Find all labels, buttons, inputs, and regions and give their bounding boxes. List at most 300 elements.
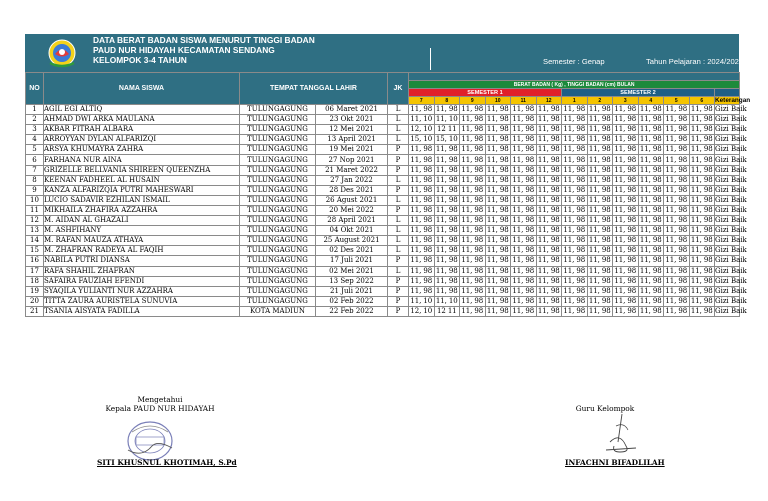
measurement-cell: 11, 98 xyxy=(461,135,484,144)
measurement-cell: 11, 98 xyxy=(435,145,458,154)
measurement-cell: 11, 98 xyxy=(690,226,713,235)
measurement-cell: 11, 98 xyxy=(512,175,535,184)
measurement-cell: 11, 98 xyxy=(461,296,484,305)
birth-place: KOTA MADIUN xyxy=(240,306,316,316)
measurement-cell: 11, 98 xyxy=(486,115,509,124)
student-name: SYAQILA YULIANTI NUR AZZAHRA xyxy=(44,286,240,296)
measurement-cell: 11, 98 xyxy=(435,266,458,275)
gender: L xyxy=(388,266,409,276)
measurement-cell: 11, 98 xyxy=(614,296,637,305)
measurement-cell: 11, 98 xyxy=(639,226,662,235)
row-number: 3 xyxy=(26,125,44,135)
measurement-cell: 11, 98 xyxy=(665,105,688,114)
nutrition-status: Gizi Baik xyxy=(715,135,747,144)
birth-date: 20 Mei 2022 xyxy=(316,205,388,215)
measurement-cell: 11, 98 xyxy=(665,175,688,184)
title-line-2: PAUD NUR HIDAYAH KECAMATAN SENDANG xyxy=(93,45,275,56)
measurement-cell: 11, 98 xyxy=(690,266,713,275)
table-row xyxy=(26,145,740,155)
measurement-cell: 11, 98 xyxy=(537,246,560,255)
birth-date: 28 April 2021 xyxy=(316,216,388,226)
measurement-cell: 11, 98 xyxy=(639,135,662,144)
row-number: 1 xyxy=(26,105,44,115)
measurement-cell: 11, 98 xyxy=(588,266,611,275)
row-number: 19 xyxy=(26,286,44,296)
measurement-cell: 11, 98 xyxy=(410,105,433,114)
measurement-cell: 11, 98 xyxy=(563,276,586,285)
table-row xyxy=(26,105,740,115)
row-number: 14 xyxy=(26,236,44,246)
measurement-cell: 11, 98 xyxy=(588,236,611,245)
gender: L xyxy=(388,125,409,135)
student-name: AHMAD DWI ARKA MAULANA xyxy=(44,115,240,125)
table-row xyxy=(26,296,740,306)
measurement-cell: 11, 98 xyxy=(588,205,611,214)
gender: L xyxy=(388,216,409,226)
measurement-cell: 11, 98 xyxy=(614,115,637,124)
measurement-cell: 11, 98 xyxy=(435,286,458,295)
measurement-cell: 11, 98 xyxy=(435,185,458,194)
birth-date: 04 Okt 2021 xyxy=(316,226,388,236)
nutrition-status: Gizi Baik xyxy=(715,246,747,255)
birth-date: 23 Okt 2021 xyxy=(316,115,388,125)
measurement-cell: 11, 98 xyxy=(690,145,713,154)
measurement-cell: 11, 98 xyxy=(512,296,535,305)
measurement-cell: 11, 98 xyxy=(690,286,713,295)
measurement-cell: 11, 98 xyxy=(410,195,433,204)
measurement-cell: 15, 10 xyxy=(435,135,458,144)
birth-place: TULUNGAGUNG xyxy=(240,135,316,145)
row-number: 17 xyxy=(26,266,44,276)
measurement-cell: 11, 98 xyxy=(665,165,688,174)
measurement-cell: 11, 98 xyxy=(588,286,611,295)
measurement-cell: 11, 98 xyxy=(639,175,662,184)
measurement-cell: 11, 98 xyxy=(588,115,611,124)
measurement-cell: 11, 98 xyxy=(537,195,560,204)
birth-date: 27 Jan 2022 xyxy=(316,175,388,185)
nutrition-status: Gizi Baik xyxy=(715,145,747,154)
month-header: 6 xyxy=(689,97,715,105)
measurement-cell: 11, 98 xyxy=(690,115,713,124)
measurement-cell: 11, 98 xyxy=(690,205,713,214)
student-name: M. ZHAFRAN RADEYA AL FAQIH xyxy=(44,246,240,256)
measurement-cell: 11, 98 xyxy=(486,155,509,164)
measurement-cell: 11, 98 xyxy=(512,195,535,204)
col-header-jk: JK xyxy=(388,73,409,105)
measurement-cell: 11, 98 xyxy=(614,175,637,184)
col-header-name: NAMA SISWA xyxy=(44,73,240,105)
nutrition-status: Gizi Baik xyxy=(715,296,747,305)
measurement-cell: 11, 98 xyxy=(461,306,484,315)
table-row xyxy=(26,175,740,185)
measurement-cell: 11, 98 xyxy=(563,205,586,214)
student-name: M. ASHFIHANY xyxy=(44,226,240,236)
measurement-cell: 11, 98 xyxy=(690,155,713,164)
birth-place: TULUNGAGUNG xyxy=(240,165,316,175)
measurement-cell: 11, 98 xyxy=(486,145,509,154)
nutrition-status: Gizi Baik xyxy=(715,266,747,275)
measurement-cell: 12 11 xyxy=(434,306,460,316)
nutrition-status: Gizi Baik xyxy=(715,185,747,194)
measurement-cell: 11, 98 xyxy=(410,266,433,275)
birth-date: 12 Mei 2021 xyxy=(316,125,388,135)
month-header: 12 xyxy=(536,97,562,105)
measurement-cell: 11, 98 xyxy=(563,256,586,265)
month-header: 4 xyxy=(638,97,664,105)
gender: L xyxy=(388,175,409,185)
measurement-cell: 11, 98 xyxy=(665,125,688,134)
measurement-cell: 11, 98 xyxy=(537,105,560,114)
measurement-cell: 11, 98 xyxy=(410,145,433,154)
table-row xyxy=(26,135,740,145)
measurement-cell: 11, 98 xyxy=(614,165,637,174)
measurement-cell: 11, 98 xyxy=(435,155,458,164)
measurement-cell: 11, 98 xyxy=(512,105,535,114)
measurement-cell: 11, 98 xyxy=(461,125,484,134)
measurement-cell: 11, 98 xyxy=(639,165,662,174)
nutrition-status: Gizi Baik xyxy=(715,306,747,315)
birth-place: TULUNGAGUNG xyxy=(240,155,316,165)
measurement-cell: 11, 98 xyxy=(537,135,560,144)
student-name: NABILA PUTRI DIANSA xyxy=(44,256,240,266)
measurement-cell: 11, 98 xyxy=(512,185,535,194)
header-divider xyxy=(430,48,431,70)
col-header-birth: TEMPAT TANGGAL LAHIR xyxy=(240,73,388,105)
student-weight-table xyxy=(25,72,751,317)
measurement-cell: 11, 98 xyxy=(614,195,637,204)
measurement-cell: 11, 98 xyxy=(537,125,560,134)
measurement-cell: 11, 98 xyxy=(461,175,484,184)
measurement-cell: 11, 98 xyxy=(461,115,484,124)
gender: P xyxy=(388,145,409,155)
measurement-cell: 11, 98 xyxy=(410,155,433,164)
measurement-cell: 11, 98 xyxy=(690,135,713,144)
measurement-cell: 11, 98 xyxy=(486,105,509,114)
nutrition-status: Gizi Baik xyxy=(715,286,747,295)
academic-year-label: Tahun Pelajaran : 2024/2025 xyxy=(646,57,744,66)
birth-date: 17 Juli 2021 xyxy=(316,256,388,266)
gender: P xyxy=(388,165,409,175)
measurement-cell: 11, 98 xyxy=(614,286,637,295)
measurement-cell: 11, 98 xyxy=(614,185,637,194)
measurement-cell: 11, 98 xyxy=(690,276,713,285)
measurement-cell: 11, 98 xyxy=(563,216,586,225)
row-number: 6 xyxy=(26,155,44,165)
measurement-cell: 11, 98 xyxy=(665,216,688,225)
measurement-cell: 11, 98 xyxy=(486,276,509,285)
student-name: LUCIO SADAVIR EZHILAN ISMAIL xyxy=(44,195,240,205)
month-header: 2 xyxy=(587,97,613,105)
measurement-cell: 11, 98 xyxy=(410,165,433,174)
row-number: 11 xyxy=(26,205,44,215)
month-header: 11 xyxy=(511,97,537,105)
measurement-cell: 11, 98 xyxy=(410,226,433,235)
table-row xyxy=(26,226,740,236)
semester-label: Semester : Genap xyxy=(543,57,605,66)
birth-place: TULUNGAGUNG xyxy=(240,246,316,256)
measurement-cell: 11, 98 xyxy=(665,246,688,255)
birth-date: 27 Nop 2021 xyxy=(316,155,388,165)
measurement-cell: 11, 98 xyxy=(665,306,688,315)
birth-place: TULUNGAGUNG xyxy=(240,296,316,306)
measurement-cell: 11, 98 xyxy=(563,165,586,174)
measurement-cell: 11, 98 xyxy=(665,205,688,214)
gender: P xyxy=(388,205,409,215)
measurement-cell: 11, 98 xyxy=(537,256,560,265)
measurement-cell: 11, 98 xyxy=(588,165,611,174)
gender: L xyxy=(388,195,409,205)
birth-place: TULUNGAGUNG xyxy=(240,205,316,215)
student-name: ARROYYAN DYLAN ALFARIZQI xyxy=(44,135,240,145)
measurement-cell: 11, 98 xyxy=(665,145,688,154)
student-name: FARHANA NUR AINA xyxy=(44,155,240,165)
student-name: ARSYA KHUMAYRA ZAHRA xyxy=(44,145,240,155)
measurement-cell: 11, 10 xyxy=(435,115,458,124)
row-number: 9 xyxy=(26,185,44,195)
measurement-cell: 11, 10 xyxy=(410,115,433,124)
month-header: 9 xyxy=(460,97,486,105)
month-header: 7 xyxy=(409,97,435,105)
measurement-cell: 11, 98 xyxy=(537,216,560,225)
school-logo-icon xyxy=(46,37,78,69)
measurement-cell: 11, 98 xyxy=(410,216,433,225)
measurement-cell: 11, 98 xyxy=(639,236,662,245)
measurement-cell: 11, 98 xyxy=(461,205,484,214)
measurement-cell: 11, 98 xyxy=(639,115,662,124)
measurement-cell: 11, 98 xyxy=(512,236,535,245)
measurement-cell: 11, 98 xyxy=(588,145,611,154)
measurement-cell: 11, 98 xyxy=(614,236,637,245)
measurement-cell: 11, 98 xyxy=(537,155,560,164)
measurement-cell: 11, 98 xyxy=(512,115,535,124)
measurement-cell: 11, 98 xyxy=(665,185,688,194)
measurement-cell: 11, 98 xyxy=(486,266,509,275)
month-header: 1 xyxy=(562,97,588,105)
measurement-cell: 11, 98 xyxy=(639,105,662,114)
title-line-1: DATA BERAT BADAN SISWA MENURUT TINGGI BADAN xyxy=(93,35,315,45)
measurement-cell: 11, 98 xyxy=(537,205,560,214)
measurement-cell: 11, 98 xyxy=(588,185,611,194)
measurement-cell: 11, 98 xyxy=(410,286,433,295)
row-number: 2 xyxy=(26,115,44,125)
birth-date: 02 Des 2021 xyxy=(316,246,388,256)
headmaster-title: Kepala PAUD NUR HIDAYAH xyxy=(105,404,215,413)
measurement-cell: 11, 98 xyxy=(486,306,509,315)
measurement-cell: 11, 98 xyxy=(461,145,484,154)
birth-place: TULUNGAGUNG xyxy=(240,185,316,195)
gender: L xyxy=(388,226,409,236)
gender: P xyxy=(388,276,409,286)
row-number: 8 xyxy=(26,175,44,185)
measurement-cell: 11, 98 xyxy=(690,175,713,184)
gender: P xyxy=(388,286,409,296)
gender: P xyxy=(388,256,409,266)
teacher-title: Guru Kelompok xyxy=(575,404,635,413)
birth-date: 22 Feb 2022 xyxy=(316,306,388,316)
measurement-cell: 11, 98 xyxy=(690,105,713,114)
table-row xyxy=(26,165,740,175)
measurement-cell: 11, 98 xyxy=(461,185,484,194)
measurement-cell: 11, 98 xyxy=(410,185,433,194)
nutrition-status: Gizi Baik xyxy=(715,276,747,285)
measurement-cell: 11, 98 xyxy=(486,236,509,245)
measurement-cell: 11, 98 xyxy=(563,266,586,275)
measurement-cell: 11, 98 xyxy=(614,216,637,225)
measurement-cell: 11, 98 xyxy=(614,205,637,214)
birth-date: 06 Maret 2021 xyxy=(316,105,388,115)
month-header: 10 xyxy=(485,97,511,105)
measurement-cell: 11, 98 xyxy=(461,246,484,255)
measurement-cell: 11, 98 xyxy=(614,276,637,285)
measurement-cell: 11, 98 xyxy=(537,306,560,315)
measurement-cell: 11, 98 xyxy=(512,145,535,154)
measurement-cell: 11, 98 xyxy=(665,296,688,305)
measurement-cell: 11, 98 xyxy=(435,256,458,265)
col-header-keterangan: Keterangan xyxy=(715,97,751,104)
measurement-cell: 11, 98 xyxy=(537,175,560,184)
nutrition-status: Gizi Baik xyxy=(715,125,747,134)
measurement-cell: 11, 98 xyxy=(690,296,713,305)
birth-place: TULUNGAGUNG xyxy=(240,286,316,296)
student-name: TSANIA AISYATA FADILLA xyxy=(44,306,240,316)
nutrition-status: Gizi Baik xyxy=(715,165,747,174)
student-name: SAFAIRA FAUZIAH EFENDI xyxy=(44,276,240,286)
document-title xyxy=(93,35,315,66)
measurement-cell: 11, 98 xyxy=(461,105,484,114)
semester-2-header: SEMESTER 2 xyxy=(562,89,715,97)
measurement-cell: 11, 98 xyxy=(588,256,611,265)
measurement-cell: 11, 98 xyxy=(563,195,586,204)
measurement-cell: 11, 98 xyxy=(486,165,509,174)
measurement-cell: 11, 98 xyxy=(410,256,433,265)
measurement-cell: 11, 98 xyxy=(537,115,560,124)
measure-title: BERAT BADAN ( Kg) , TINGGI BADAN (cm) BULAN xyxy=(409,81,740,89)
measurement-cell: 11, 98 xyxy=(614,155,637,164)
row-number: 18 xyxy=(26,276,44,286)
measurement-cell: 11, 98 xyxy=(563,155,586,164)
row-number: 16 xyxy=(26,256,44,266)
measurement-cell: 11, 98 xyxy=(563,135,586,144)
measurement-cell: 11, 98 xyxy=(639,205,662,214)
measurement-cell: 11, 98 xyxy=(690,246,713,255)
measurement-cell: 11, 98 xyxy=(639,306,662,315)
measurement-cell: 11, 98 xyxy=(665,195,688,204)
measurement-cell: 11, 98 xyxy=(537,296,560,305)
measurement-cell: 11, 98 xyxy=(588,175,611,184)
birth-date: 02 Feb 2022 xyxy=(316,296,388,306)
birth-place: TULUNGAGUNG xyxy=(240,195,316,205)
table-row xyxy=(26,216,740,226)
measurement-cell: 11, 10 xyxy=(435,296,458,305)
table-row xyxy=(26,256,740,266)
measurement-cell: 11, 98 xyxy=(588,306,611,315)
measurement-cell: 11, 98 xyxy=(435,276,458,285)
measurement-cell: 11, 98 xyxy=(435,105,458,114)
measurement-cell: 11, 98 xyxy=(461,286,484,295)
measurement-cell: 11, 98 xyxy=(486,185,509,194)
row-number: 13 xyxy=(26,226,44,236)
measurement-cell: 11, 98 xyxy=(410,175,433,184)
birth-place: TULUNGAGUNG xyxy=(240,175,316,185)
measurement-cell: 15, 10 xyxy=(410,135,433,144)
row-number: 10 xyxy=(26,195,44,205)
measurement-cell: 11, 98 xyxy=(588,155,611,164)
birth-date: 19 Mei 2021 xyxy=(316,145,388,155)
measurement-cell: 11, 98 xyxy=(435,175,458,184)
nutrition-status: Gizi Baik xyxy=(715,115,747,124)
birth-date: 21 Maret 2022 xyxy=(316,165,388,175)
measurement-cell: 11, 98 xyxy=(537,286,560,295)
measurement-cell: 11, 98 xyxy=(639,195,662,204)
measurement-cell: 11, 98 xyxy=(639,155,662,164)
measurement-cell: 11, 98 xyxy=(639,185,662,194)
measurement-cell: 11, 98 xyxy=(563,105,586,114)
measurement-cell: 11, 98 xyxy=(690,306,713,315)
measurement-cell: 11, 98 xyxy=(639,266,662,275)
student-name: AKBAR FITRAH ALBARA xyxy=(44,125,240,135)
gender: P xyxy=(388,296,409,306)
student-name: RAFA SHAHIL ZHAFRAN xyxy=(44,266,240,276)
headmaster-signature-block xyxy=(90,395,230,413)
nutrition-status: Gizi Baik xyxy=(715,105,747,114)
measurement-cell: 11, 98 xyxy=(461,195,484,204)
row-number: 21 xyxy=(26,306,44,316)
student-name: KANZA ALFARIZQIA PUTRI MAHESWARI xyxy=(44,185,240,195)
measurement-cell: 11, 98 xyxy=(537,145,560,154)
measurement-cell: 11, 98 xyxy=(461,155,484,164)
birth-place: TULUNGAGUNG xyxy=(240,115,316,125)
nutrition-status: Gizi Baik xyxy=(715,216,747,225)
measurement-cell: 11, 98 xyxy=(639,216,662,225)
measurement-cell: 11, 98 xyxy=(665,155,688,164)
birth-place: TULUNGAGUNG xyxy=(240,125,316,135)
measurement-cell: 11, 98 xyxy=(665,236,688,245)
measurement-cell: 11, 98 xyxy=(639,256,662,265)
measurement-cell: 11, 98 xyxy=(512,266,535,275)
birth-place: TULUNGAGUNG xyxy=(240,145,316,155)
student-name: M. AIDAN AL GHAZALI xyxy=(44,216,240,226)
measurement-cell: 11, 98 xyxy=(461,165,484,174)
title-line-3: KELOMPOK 3-4 TAHUN xyxy=(93,55,187,66)
measurement-cell: 11, 98 xyxy=(588,226,611,235)
measurement-cell: 11, 98 xyxy=(410,246,433,255)
measurement-cell: 11, 98 xyxy=(563,125,586,134)
birth-date: 25 August 2021 xyxy=(316,236,388,246)
measurement-cell: 11, 98 xyxy=(410,236,433,245)
measurement-cell: 11, 98 xyxy=(588,105,611,114)
measurement-cell: 11, 98 xyxy=(614,145,637,154)
col-header-no: NO xyxy=(26,73,44,105)
month-header: 5 xyxy=(664,97,690,105)
measurement-cell: 11, 98 xyxy=(665,276,688,285)
table-row xyxy=(26,306,740,316)
measurement-cell: 11, 98 xyxy=(665,226,688,235)
measurement-cell: 11, 98 xyxy=(563,296,586,305)
measurement-cell: 11, 98 xyxy=(690,236,713,245)
header-banner xyxy=(25,34,744,72)
measurement-cell: 11, 98 xyxy=(563,145,586,154)
measurement-cell: 11, 98 xyxy=(512,205,535,214)
student-name: KEENAN FADHEEL AL HUSAIN xyxy=(44,175,240,185)
table-row xyxy=(26,266,740,276)
measurement-cell: 11, 98 xyxy=(512,276,535,285)
measurement-cell: 11, 98 xyxy=(486,296,509,305)
measurement-cell: 11, 98 xyxy=(512,216,535,225)
nutrition-status: Gizi Baik xyxy=(715,236,747,245)
measurement-cell: 11, 98 xyxy=(639,286,662,295)
measurement-cell: 11, 98 xyxy=(690,165,713,174)
measure-header-spacer xyxy=(409,73,740,81)
